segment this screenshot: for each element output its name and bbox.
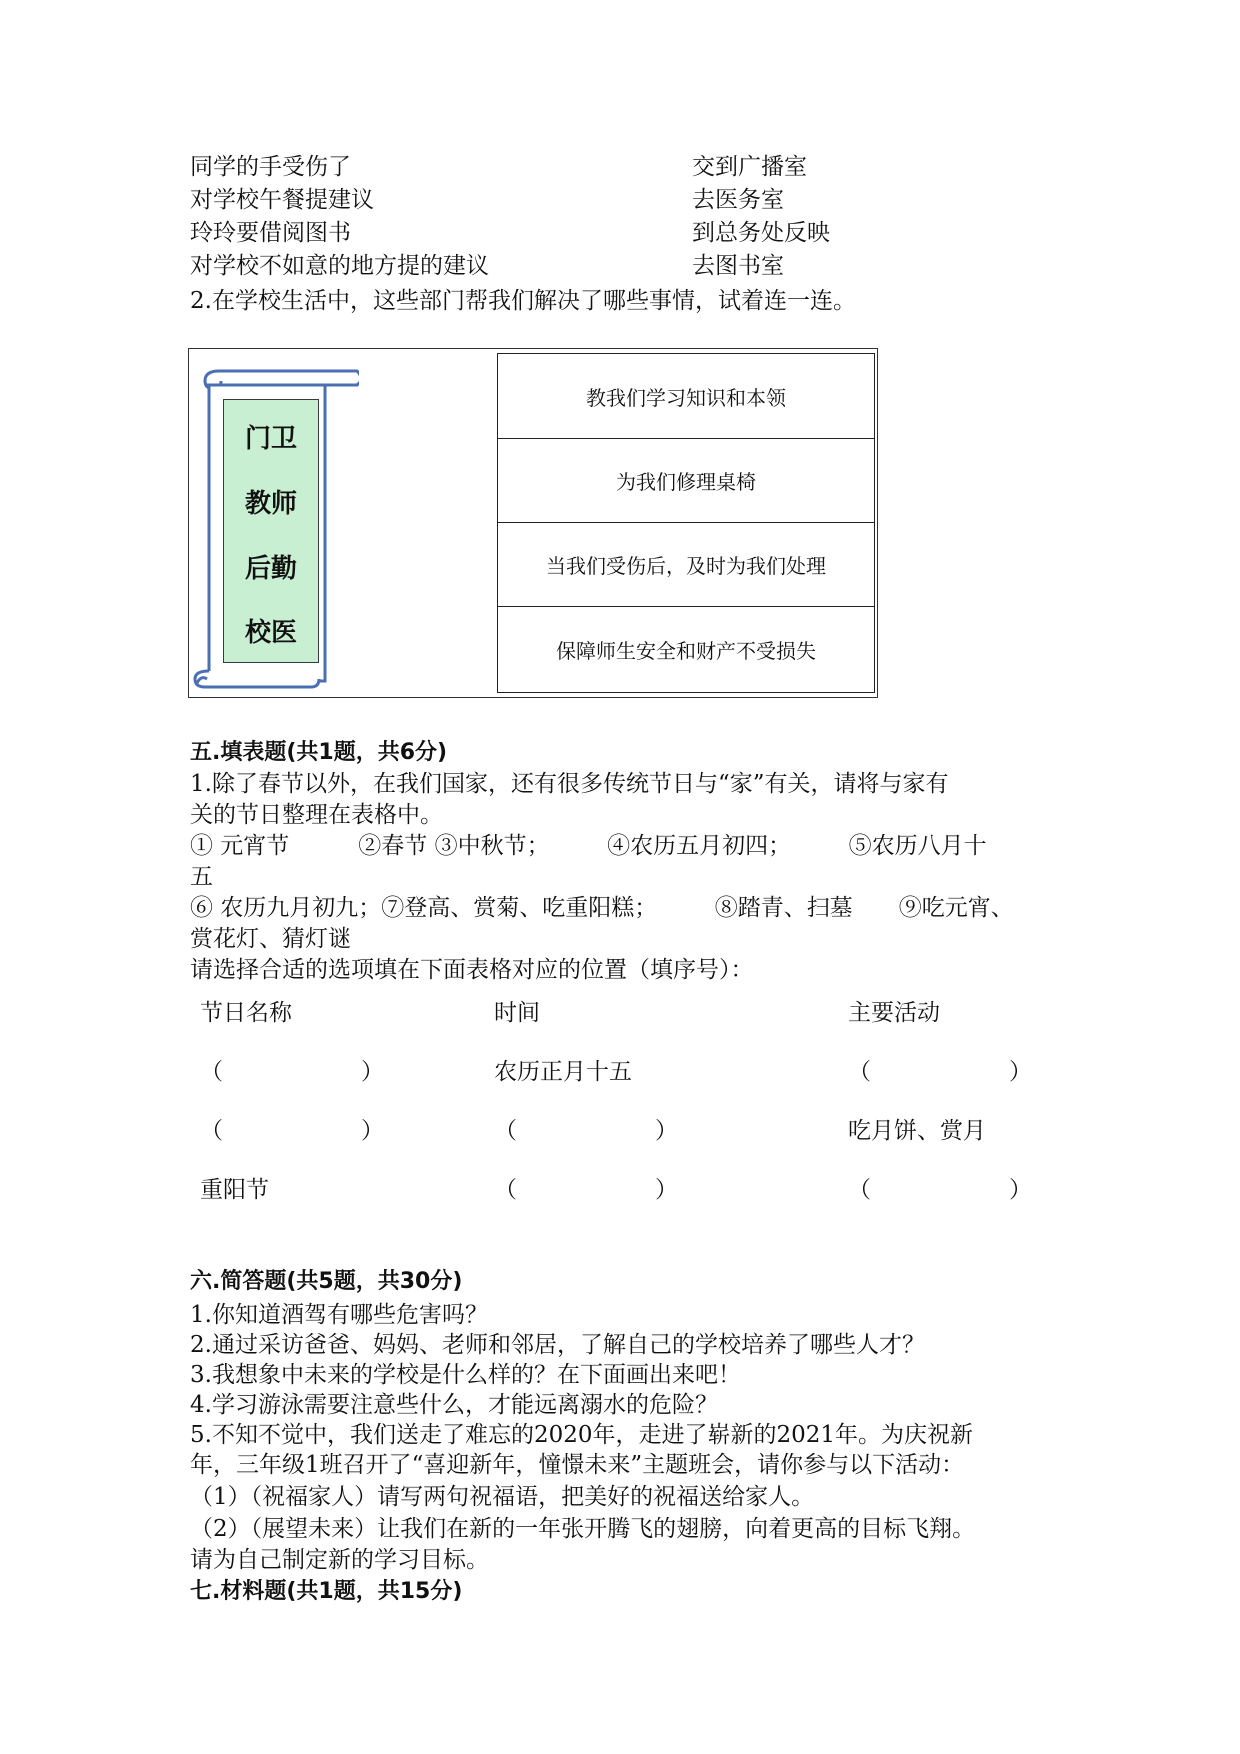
table-header: 节日名称 (200, 1000, 292, 1026)
question-text: 1.除了春节以外，在我们国家，还有很多传统节日与“家”有关，请将与家有 (190, 771, 949, 797)
department-list (223, 399, 319, 663)
table-cell: （ ） (200, 1118, 384, 1144)
table-cell: （ ） (494, 1177, 678, 1203)
duty-cell: 当我们受伤后，及时为我们处理 (546, 553, 826, 578)
department-label: 校医 (244, 618, 297, 648)
duty-cell: 为我们修理桌椅 (616, 469, 756, 494)
question-text: 1.你知道酒驾有哪些危害吗？ (190, 1302, 488, 1328)
table-cell: 重阳节 (200, 1177, 269, 1203)
department-label: 门卫 (244, 424, 297, 454)
section-heading: 六.简答题(共5题，共30分) (190, 1269, 463, 1294)
department-matching-figure (188, 348, 878, 698)
options-text: ⑥ 农历九月初九；⑦登高、赏菊、吃重阳糕； ⑧踏青、扫墓 ⑨吃元宵、 (190, 895, 1014, 921)
question-text: 3.我想象中未来的学校是什么样的？在下面画出来吧！ (190, 1362, 741, 1388)
match-right-item: 去医务室 (692, 187, 784, 213)
question-text: （1）（祝福家人）请写两句祝福语，把美好的祝福送给家人。 (190, 1484, 815, 1510)
question-text: 年，三年级1班召开了“喜迎新年，憧憬未来”主题班会，请你参与以下活动： (190, 1452, 965, 1478)
table-header: 主要活动 (848, 1000, 940, 1026)
department-label: 后勤 (244, 554, 297, 584)
match-left-item: 同学的手受伤了 (190, 154, 351, 180)
match-right-item: 去图书室 (692, 253, 784, 279)
match-left-item: 玲玲要借阅图书 (190, 220, 351, 246)
question-text: 5.不知不觉中，我们送走了难忘的2020年，走进了崭新的2021年。为庆祝新 (190, 1422, 974, 1448)
question-text: 请为自己制定新的学习目标。 (190, 1547, 489, 1573)
instruction-text: 请选择合适的选项填在下面表格对应的位置（填序号）： (190, 957, 754, 983)
question-text: 2.通过采访爸爸、妈妈、老师和邻居，了解自己的学校培养了哪些人才？ (190, 1332, 925, 1358)
match-left-item: 对学校午餐提建议 (190, 187, 374, 213)
question-text: 4.学习游泳需要注意些什么，才能远离溺水的危险？ (190, 1392, 718, 1418)
match-left-item: 对学校不如意的地方提的建议 (190, 253, 489, 279)
table-cell: （ ） (848, 1059, 1032, 1085)
table-cell: （ ） (200, 1059, 384, 1085)
question-text: （2）（展望未来）让我们在新的一年张开腾飞的翅膀，向着更高的目标飞翔。 (190, 1516, 976, 1542)
question-text: 关的节日整理在表格中。 (190, 802, 443, 828)
section-heading: 七.材料题(共1题，共15分) (190, 1579, 463, 1604)
table-cell: 吃月饼、赏月 (848, 1118, 986, 1144)
duty-table (497, 353, 875, 693)
question-prompt: 2.在学校生活中，这些部门帮我们解决了哪些事情，试着连一连。 (190, 288, 856, 314)
match-right-item: 交到广播室 (692, 154, 807, 180)
section-heading: 五.填表题(共1题，共6分) (190, 740, 448, 765)
table-cell: （ ） (494, 1118, 678, 1144)
duty-cell: 保障师生安全和财产不受损失 (556, 638, 816, 663)
options-text: ① 元宵节 ②春节 ③中秋节； ④农历五月初四； ⑤农历八月十 (190, 833, 987, 859)
match-right-item: 到总务处反映 (692, 220, 830, 246)
table-cell: （ ） (848, 1177, 1032, 1203)
options-text: 五 (190, 864, 213, 890)
duty-cell: 教我们学习知识和本领 (586, 385, 786, 410)
options-text: 赏花灯、猜灯谜 (190, 926, 351, 952)
table-cell: 农历正月十五 (494, 1059, 632, 1085)
department-label: 教师 (244, 489, 297, 519)
table-header: 时间 (494, 1000, 540, 1026)
